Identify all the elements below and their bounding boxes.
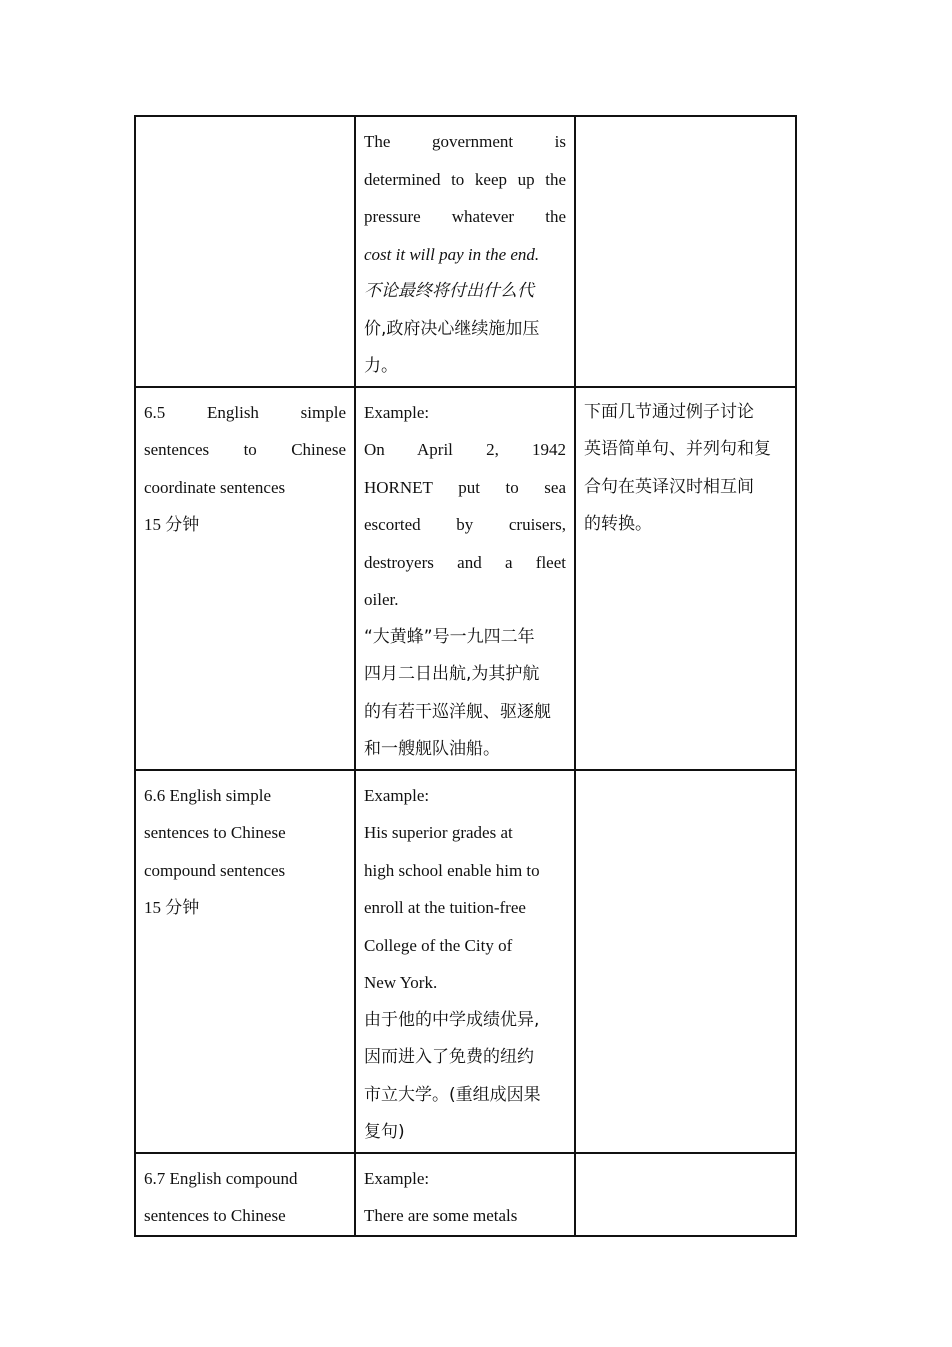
example-line: escorted by cruisers, [364, 515, 566, 534]
example-line [364, 198, 566, 236]
section-duration: 15 分钟 [144, 898, 200, 917]
section-title-line: sentences to Chinese [144, 823, 286, 842]
example-line: On April 2, 1942 [364, 440, 566, 459]
example-heading: Example: [364, 402, 430, 422]
example-translation-line: “大黄蜂”号一九四二年 [364, 626, 535, 647]
example-translation-line: 价,政府决心继续施加压 [364, 318, 540, 339]
table-row [135, 1153, 796, 1236]
example-line: determined to keep up the [364, 169, 566, 189]
example-line: College of the City of [364, 935, 513, 955]
section-cell [135, 116, 355, 387]
example-line: The government is [364, 132, 566, 151]
section-title-line: 6.5 English simple [144, 402, 346, 422]
example-cell [355, 387, 575, 770]
example-translation-line: 复句) [364, 1122, 405, 1142]
example-line: cost it will pay in the end. [364, 244, 540, 264]
section-title-line: 6.6 English simple [144, 785, 272, 805]
section-title-line: sentences to Chinese [144, 1206, 286, 1225]
example-line-text: pressure whatever the [364, 207, 566, 226]
example-translation-line: 由于他的中学成绩优异, [364, 1009, 540, 1030]
example-translation-line: 因而进入了免费的纽约 [364, 1047, 534, 1067]
notes-cell [575, 387, 796, 770]
example-line: HORNET put to sea [364, 477, 566, 497]
example-translation-line: 四月二日出航,为其护航 [364, 664, 540, 684]
table-row [135, 116, 796, 387]
section-cell [135, 770, 355, 1153]
section-title-line: coordinate sentences [144, 477, 286, 497]
lesson-plan-table [134, 115, 797, 1237]
example-heading: Example: [364, 1168, 430, 1188]
notes-line: 合句在英译汉时相互间 [584, 476, 754, 497]
example-cell [355, 1153, 575, 1236]
example-heading: Example: [364, 785, 430, 805]
example-translation-line: 市立大学。(重组成因果 [364, 1084, 541, 1105]
notes-cell [575, 116, 796, 387]
example-line: enroll at the tuition-free [364, 898, 526, 917]
notes-line: 的转换。 [584, 514, 652, 534]
example-line: There are some metals [364, 1206, 518, 1225]
notes-cell [575, 770, 796, 1153]
section-title-line: 6.7 English compound [144, 1168, 298, 1188]
section-cell [135, 387, 355, 770]
example-line: New York. [364, 973, 438, 992]
section-duration: 15 分钟 [144, 515, 200, 534]
table-row [135, 770, 796, 1153]
section-title-line: compound sentences [144, 860, 286, 880]
example-line: His superior grades at [364, 823, 513, 842]
notes-line: 下面几节通过例子讨论 [584, 401, 754, 422]
notes-line: 英语简单句、并列句和复 [584, 439, 771, 459]
example-translation-line: 不论最终将付出什么代 [364, 281, 534, 301]
section-title-line: sentences to Chinese [144, 440, 346, 459]
example-translation-line: 和一艘舰队油船。 [364, 739, 500, 759]
example-translation-line: 力。 [364, 356, 398, 376]
table-row [135, 387, 796, 770]
notes-cell [575, 1153, 796, 1236]
example-line: destroyers and a fleet [364, 552, 566, 572]
section-cell [135, 1153, 355, 1236]
example-line: high school enable him to [364, 860, 540, 880]
example-cell [355, 770, 575, 1153]
example-line: oiler. [364, 590, 399, 609]
example-translation-line: 的有若干巡洋舰、驱逐舰 [364, 701, 551, 722]
example-cell [355, 116, 575, 387]
